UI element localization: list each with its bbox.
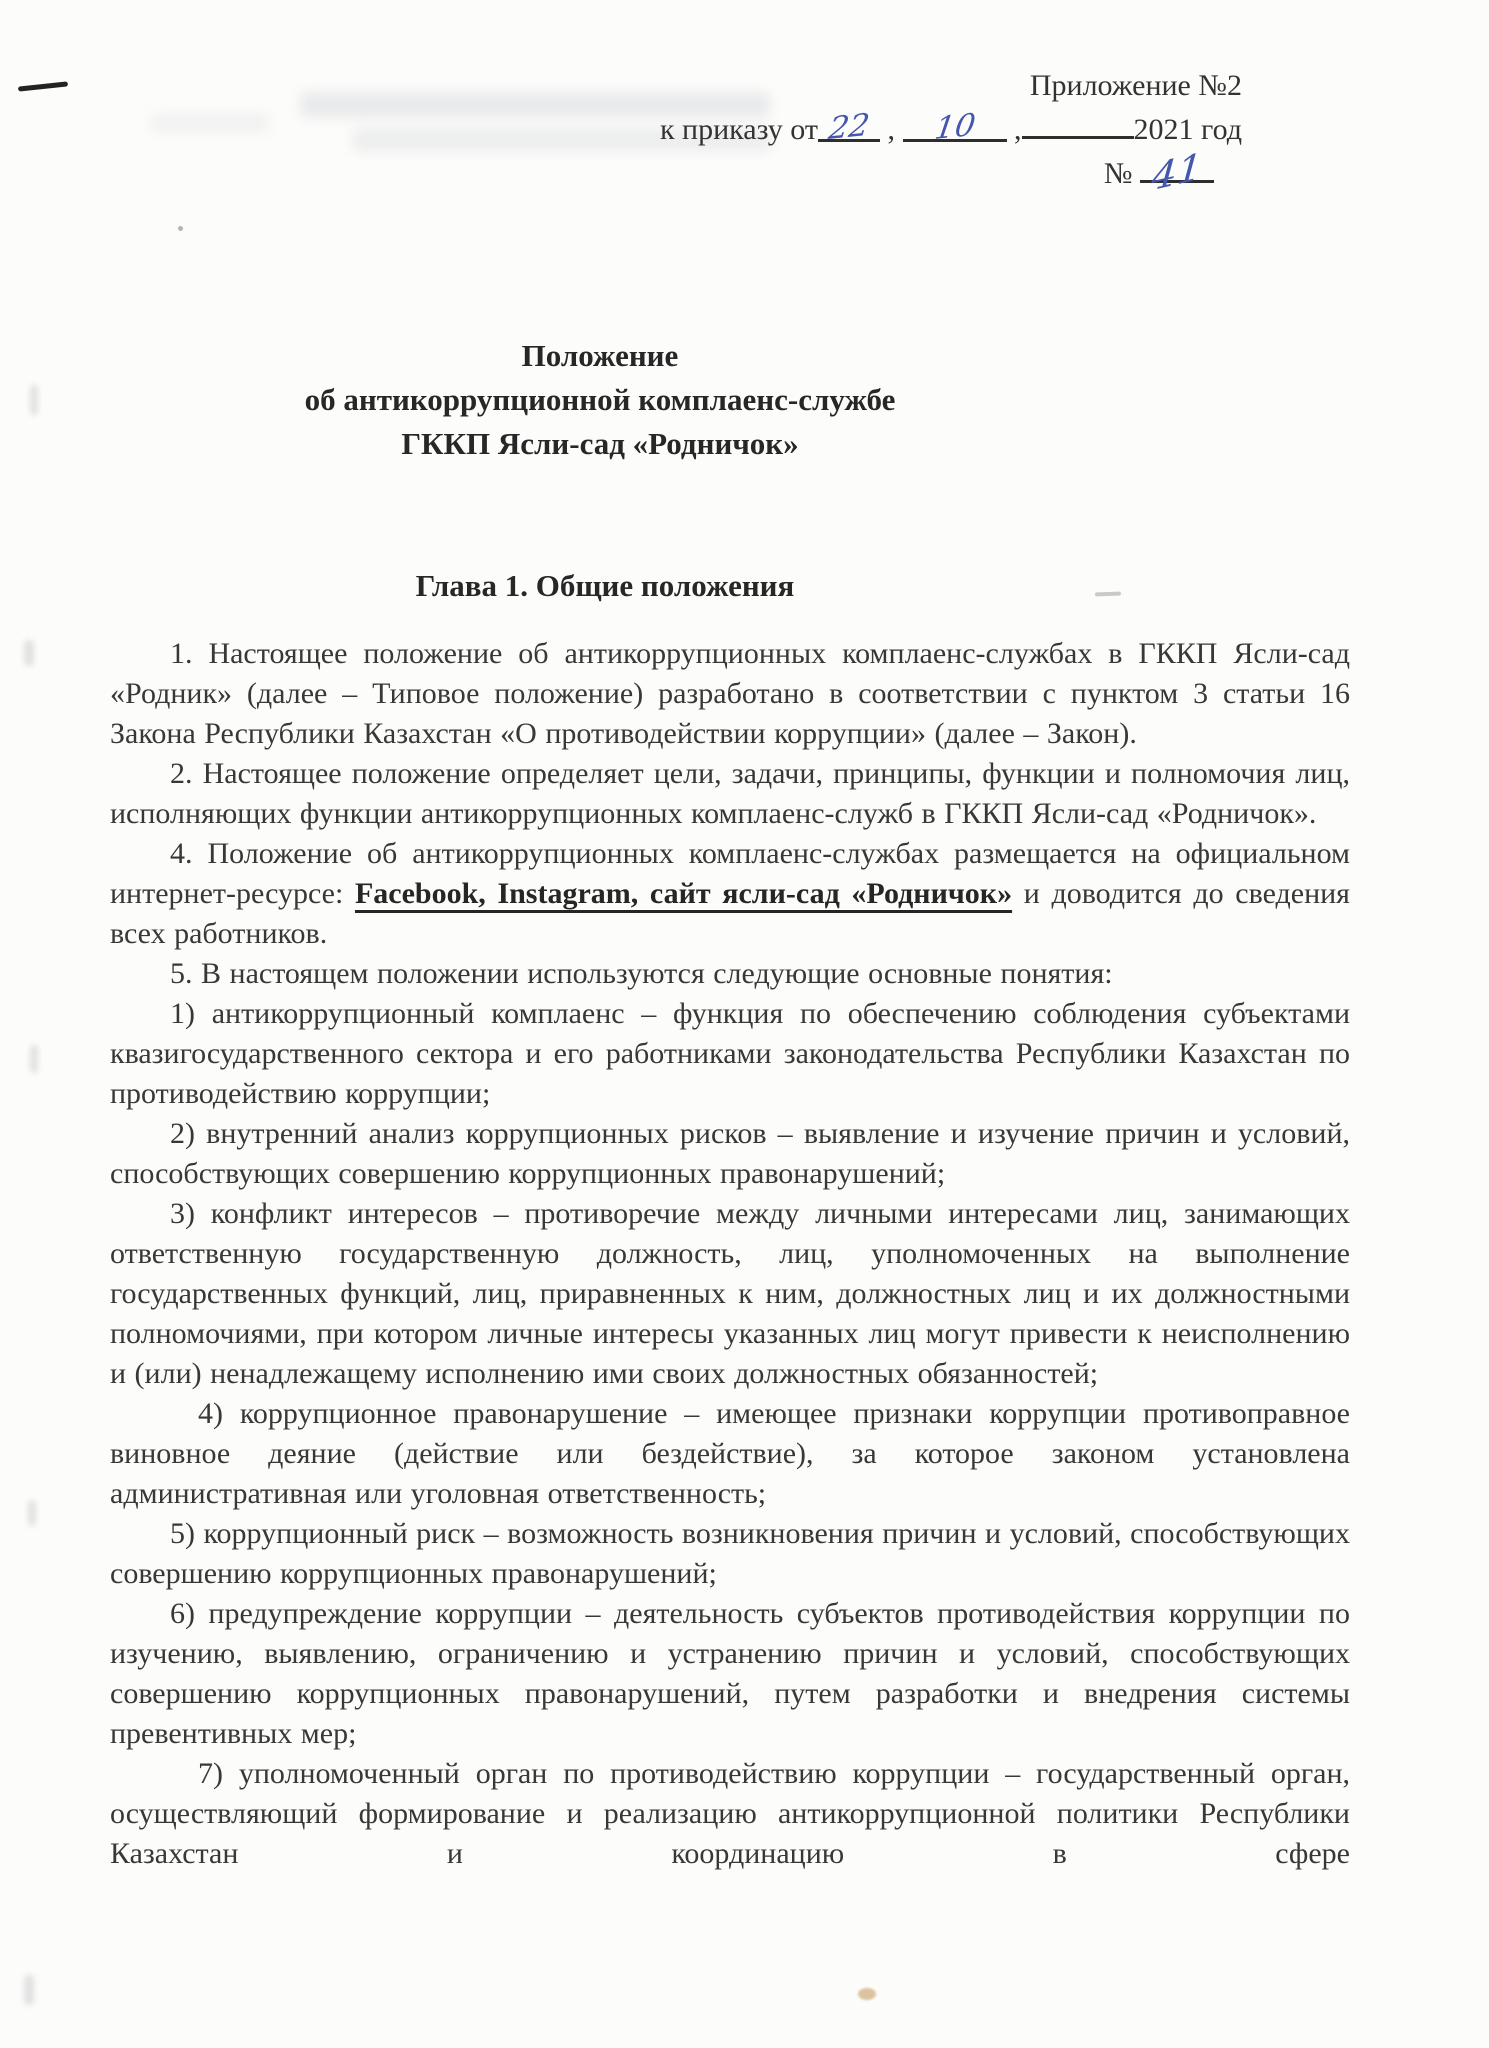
internet-resource-list: Facebook, Instagram, сайт ясли-сад «Родничок» xyxy=(354,877,1013,910)
definition-2: 2) внутренний анализ коррупционных рисков – выявление и изучение причин и условий, способствующих совершению коррупционных правонарушений; xyxy=(110,1117,1350,1190)
order-month-blank xyxy=(903,107,1007,147)
scan-edge-mark xyxy=(30,1045,38,1073)
scan-edge-mark xyxy=(24,1975,34,2005)
handwritten-month: 10 xyxy=(932,107,978,147)
order-comma: , xyxy=(887,113,896,146)
handwritten-number: 41 xyxy=(1149,144,1204,200)
paragraph-4-post: и доводится до сведения всех работников. xyxy=(110,877,1350,950)
definition-1: 1) антикоррупционный комплаенс – функция по обеспечению соблюдения субъектами квазигосударственного сектора и его работниками законодательства Республики Казахстан по противодействию коррупции; xyxy=(110,997,1350,1110)
order-year-blank xyxy=(1022,106,1134,139)
paragraph-4-pre: 4. Положение об антикоррупционных комплаенс-службах размещается на официальном интернет-ресурсе: xyxy=(110,837,1350,910)
scan-edge-mark xyxy=(24,640,34,666)
chapter-heading: Глава 1. Общие положения xyxy=(415,568,795,603)
paper-speck xyxy=(858,1988,876,2000)
paragraph-4 xyxy=(110,834,1350,954)
number-line xyxy=(110,144,1242,200)
appendix-label: Приложение №2 xyxy=(1029,69,1242,102)
definition-4: 4) коррупционное правонарушение – имеющее признаки коррупции противоправное виновное деяние (действие или бездействие), за которое законом установлена административная или уголовная ответственность; xyxy=(110,1397,1350,1510)
title-line-1: Положение xyxy=(521,338,679,373)
paragraph-5: 5. В настоящем положении используются следующие основные понятия: xyxy=(170,957,1113,990)
number-sign: № xyxy=(1103,157,1133,190)
order-line xyxy=(110,106,1242,150)
title-line-2: об антикоррупционной комплаенс-службе xyxy=(304,382,896,417)
definition-6: 6) предупреждение коррупции – деятельность субъектов противодействия коррупции по изучению, выявлению, ограничению и устранению причин и условий, способствующих совершению коррупционных правонарушений, путем разработки и внедрения системы превентивных мер; xyxy=(110,1597,1350,1750)
paragraph-1: 1. Настоящее положение об антикоррупционных комплаенс-службах в ГККП Ясли-сад «Родник» (далее – Типовое положение) разработано в соответствии с пунктом 3 статьи 16 Закона Республики Казахстан «О противодействии коррупции» (далее – Закон). xyxy=(110,637,1350,750)
number-blank xyxy=(1140,144,1214,200)
paragraph-2: 2. Настоящее положение определяет цели, задачи, принципы, функции и полномочия лиц, исполняющих функции антикоррупционных комплаенс-служб в ГККП Ясли-сад «Родничок». xyxy=(110,757,1350,830)
definition-3: 3) конфликт интересов – противоречие между личными интересами лиц, занимающих ответственную государственную должность, лиц, уполномоченных на выполнение государственных функций, лиц, приравненных к ним, должностных лиц и их должностными полномочиями, при котором личные интересы указанных лиц могут привести к неисполнению и (или) ненадлежащему исполнению ими своих должностных обязанностей; xyxy=(110,1197,1350,1390)
document-title xyxy=(0,334,1220,466)
definition-5: 5) коррупционный риск – возможность возникновения причин и условий, способствующих совершению коррупционных правонарушений; xyxy=(110,1517,1350,1590)
document-content xyxy=(110,0,1350,1874)
document-body xyxy=(110,634,1350,1874)
order-year: 2021 год xyxy=(1133,113,1242,146)
title-line-3: ГККП Ясли-сад «Родничок» xyxy=(401,426,799,461)
scan-edge-mark xyxy=(28,1500,36,1526)
handwritten-day: 22 xyxy=(826,107,873,147)
document-header xyxy=(110,66,1350,200)
order-prefix: к приказу от xyxy=(659,113,819,146)
order-comma: , xyxy=(1014,113,1022,146)
definition-7: 7) уполномоченный орган по противодействию коррупции – государственный орган, осуществляющий формирование и реализацию антикоррупционной политики Республики Казахстан и координацию в сфере xyxy=(110,1757,1350,1870)
order-day-blank xyxy=(818,107,880,147)
pen-mark-top-left xyxy=(18,81,68,91)
